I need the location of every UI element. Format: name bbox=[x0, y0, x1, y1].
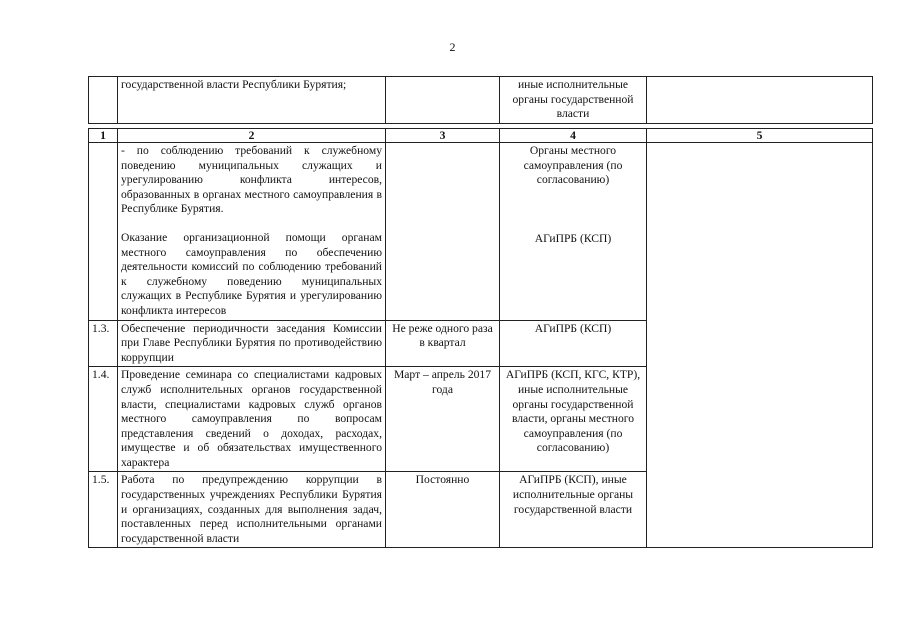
measure-text-a: - по соблюдению требований к служебному поведению муниципальных служащих и урегулированию конфликта интересов, образованных в органах местного самоуправления в Республике Бурятия. bbox=[121, 144, 382, 216]
column-number-header bbox=[89, 129, 873, 143]
header-col-1: 1 bbox=[89, 129, 118, 143]
header-col-5: 5 bbox=[647, 129, 873, 143]
row-measure bbox=[118, 143, 386, 321]
cell-executor: иные исполнительные органы государственной власти bbox=[500, 77, 647, 124]
row-number: 1.4. bbox=[89, 367, 118, 472]
header-col-4: 4 bbox=[500, 129, 647, 143]
row-term: Постоянно bbox=[386, 472, 500, 548]
plan-table bbox=[88, 128, 873, 548]
cell-number bbox=[89, 77, 118, 124]
measure-text-b: Оказание организационной помощи органам местного самоуправления по обеспечению деятельности комиссий по соблюдению требований к служебному поведению муниципальных служащих в Республике Бурятия и урегулированию конфликта интересов bbox=[121, 230, 382, 317]
row-measure: Работа по предупреждению коррупции в государственных учреждениях Республики Бурятия и организациях, созданных для выполнения задач, поставленных перед исполнительными органами государственной власти bbox=[118, 472, 386, 548]
row-measure: Проведение семинара со специалистами кадровых служб исполнительных органов государственной власти, специалистами кадровых служб органов местного самоуправления по вопросам представления сведений о доходах, расходах, имуществе и об обязательствах имущественного характера bbox=[118, 367, 386, 472]
row-executor: АГиПРБ (КСП) bbox=[500, 320, 647, 367]
row-measure: Обеспечение периодичности заседания Комиссии при Главе Республики Бурятия по противодействию коррупции bbox=[118, 320, 386, 367]
executor-text-b: АГиПРБ (КСП) bbox=[534, 231, 612, 245]
executor-text-a: Органы местного самоуправления (по согласованию) bbox=[523, 144, 623, 187]
cell-term bbox=[386, 77, 500, 124]
continuation-row bbox=[89, 77, 873, 124]
row-number: 1.5. bbox=[89, 472, 118, 548]
row-executor: АГиПРБ (КСП, КГС, КТР), иные исполнительные органы государственной власти, органы местного самоуправления (по согласованию) bbox=[500, 367, 647, 472]
row-term: Не реже одного раза в квартал bbox=[386, 320, 500, 367]
header-col-2: 2 bbox=[118, 129, 386, 143]
row-number bbox=[89, 143, 118, 321]
page-number: 2 bbox=[449, 40, 456, 54]
row-executor bbox=[500, 143, 647, 321]
header-col-3: 3 bbox=[386, 129, 500, 143]
row-term: Март – апрель 2017 года bbox=[386, 367, 500, 472]
continuation-table bbox=[88, 76, 873, 124]
cell-measure: государственной власти Республики Бурятия; bbox=[118, 77, 386, 124]
row-term bbox=[386, 143, 500, 321]
row-number: 1.3. bbox=[89, 320, 118, 367]
table-row bbox=[89, 143, 873, 321]
row-note bbox=[647, 143, 873, 548]
row-executor: АГиПРБ (КСП), иные исполнительные органы государственной власти bbox=[500, 472, 647, 548]
cell-note bbox=[647, 77, 873, 124]
